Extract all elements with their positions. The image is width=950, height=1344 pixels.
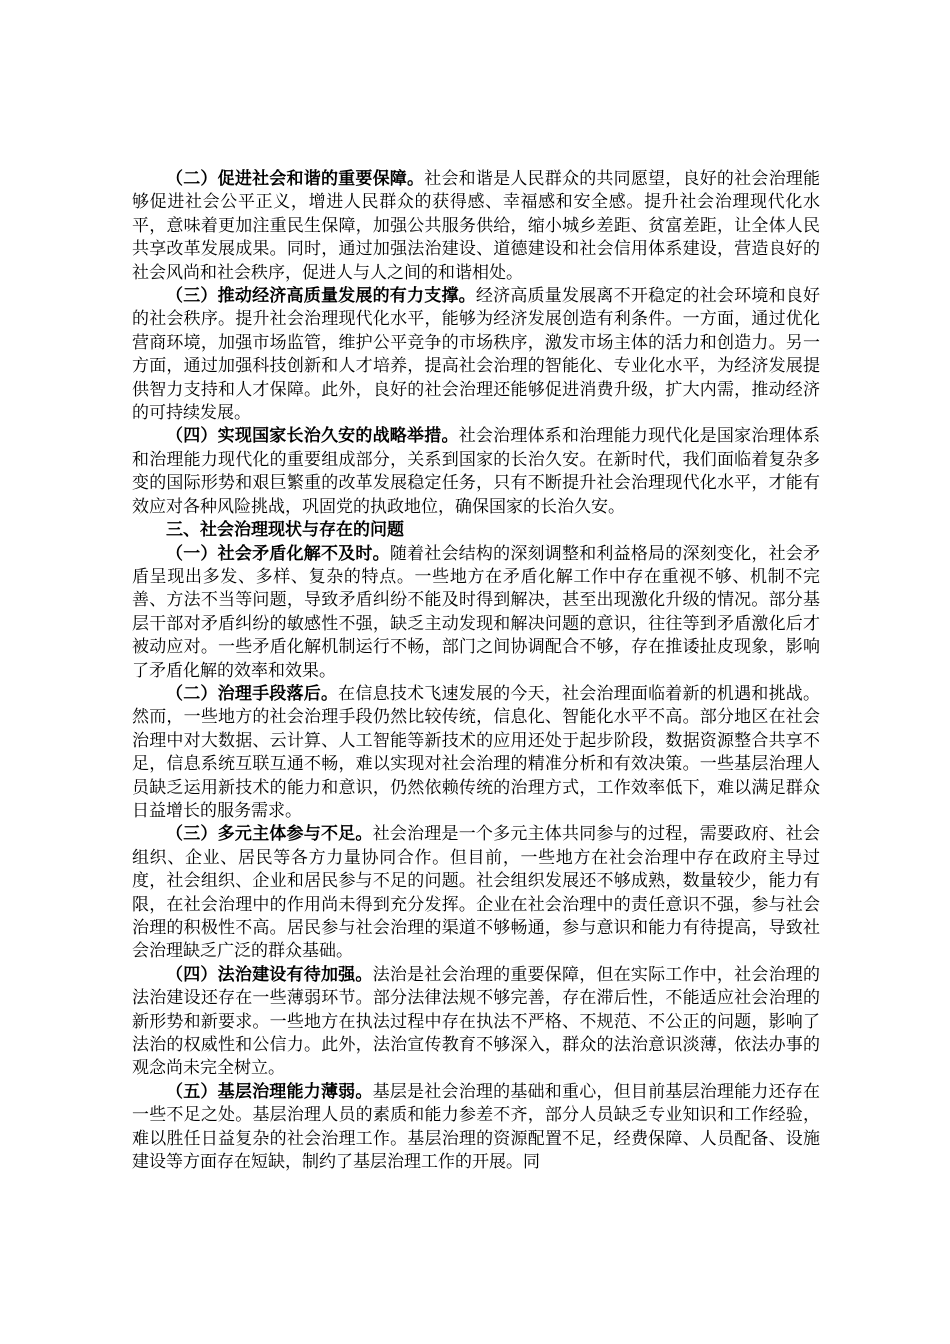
paragraph-text: 社会治理是一个多元主体共同参与的过程，需要政府、社会组织、企业、居民等各方力量协同合作。但目前，一些地方在社会治理中存在政府主导过度，社会组织、企业和居民参与不足的问题。社会组织发展还不够成熟，数量较少，能力有限，在社会治理中的作用尚未得到充分发挥。企业在社会治理中的责任意识不强，参与社会治理的积极性不高。居民参与社会治理的渠道不够畅通，参与意识和能力有待提高，导致社会治理缺乏广泛的群众基础。 xyxy=(132,824,821,962)
paragraph-text: 社会治理体系和治理能力现代化是国家治理体系和治理能力现代化的重要组成部分，关系到国家的长治久安。在新时代，我们面临着复杂多变的国际形势和艰巨繁重的改革发展稳定任务，只有不断提升社会治理现代化水平，才能有效应对各种风险挑战，巩固党的执政地位，确保国家的长治久安。 xyxy=(132,426,821,517)
paragraph-lead: （四）实现国家长治久安的战略举措。 xyxy=(166,426,459,447)
document-body xyxy=(132,168,820,1174)
paragraph-lead: （二）促进社会和谐的重要保障。 xyxy=(166,169,425,189)
section-heading: 三、社会治理现状与存在的问题 xyxy=(166,520,404,541)
paragraph-4 xyxy=(132,425,820,519)
paragraph-lead: （一）社会矛盾化解不及时。 xyxy=(166,543,390,564)
issue-paragraph-3 xyxy=(132,823,820,963)
issue-paragraph-5 xyxy=(132,1081,820,1175)
paragraph-text: 随着社会结构的深刻调整和利益格局的深刻变化，社会矛盾呈现出多发、多样、复杂的特点。一些地方在矛盾化解工作中存在重视不够、机制不完善、方法不当等问题，导致矛盾纠纷不能及时得到解决，甚至出现激化升级的情况。部分基层干部对矛盾纠纷的敏感性不强，缺乏主动发现和解决问题的意识，往往等到矛盾激化后才被动应对。一些矛盾化解机制运行不畅，部门之间协调配合不够，存在推诿扯皮现象，影响了矛盾化解的效率和效果。 xyxy=(132,543,821,681)
paragraph-2 xyxy=(132,168,820,285)
paragraph-text: 法治是社会治理的重要保障，但在实际工作中，社会治理的法治建设还存在一些薄弱环节。部分法律法规不够完善，存在滞后性，不能适应社会治理的新形势和新要求。一些地方在执法过程中存在执法不严格、不规范、不公正的问题，影响了法治的权威性和公信力。此外，法治宣传教育不够深入，群众的法治意识淡薄，依法办事的观念尚未完全树立。 xyxy=(132,964,821,1079)
issue-paragraph-1 xyxy=(132,543,820,683)
paragraph-lead: （五）基层治理能力薄弱。 xyxy=(166,1081,373,1102)
paragraph-lead: （二）治理手段落后。 xyxy=(166,683,339,704)
paragraph-text: 经济高质量发展离不开稳定的社会环境和良好的社会秩序。提升社会治理现代化水平，能够为经济发展创造有利条件。一方面，通过优化营商环境，加强市场监管，维护公平竞争的市场秩序，激发市场主体的活力和创造力。另一方面，通过加强科技创新和人才培养，提高社会治理的智能化、专业化水平，为经济发展提供智力支持和人才保障。此外，良好的社会治理还能够促进消费升级，扩大内需，推动经济的可持续发展。 xyxy=(132,286,821,424)
issue-paragraph-4 xyxy=(132,964,820,1081)
paragraph-text: 社会和谐是人民群众的共同愿望，良好的社会治理能够促进社会公平正义，增进人民群众的获得感、幸福感和安全感。提升社会治理现代化水平，意味着更加注重民生保障，加强公共服务供给，缩小城乡差距、贫富差距，让全体人民共享改革发展成果。同时，通过加强法治建设、道德建设和社会信用体系建设，营造良好的社会风尚和社会秩序，促进人与人之间的和谐相处。 xyxy=(132,169,821,283)
paragraph-lead: （四）法治建设有待加强。 xyxy=(166,964,373,985)
paragraph-text: 在信息技术飞速发展的今天，社会治理面临着新的机遇和挑战。然而，一些地方的社会治理手段仍然比较传统，信息化、智能化水平不高。部分地区在社会治理中对大数据、云计算、人工智能等新技术的应用还处于起步阶段，数据资源整合共享不足，信息系统互联互通不畅，难以实现对社会治理的精准分析和有效决策。一些基层治理人员缺乏运用新技术的能力和意识，仍然依赖传统的治理方式，工作效率低下，难以满足群众日益增长的服务需求。 xyxy=(132,683,821,821)
paragraph-3 xyxy=(132,285,820,425)
issue-paragraph-2 xyxy=(132,683,820,823)
paragraph-text: 基层是社会治理的基础和重心，但目前基层治理能力还存在一些不足之处。基层治理人员的素质和能力参差不齐，部分人员缺乏专业知识和工作经验，难以胜任日益复杂的社会治理工作。基层治理的资源配置不足，经费保障、人员配备、设施建设等方面存在短缺，制约了基层治理工作的开展。同 xyxy=(132,1081,821,1173)
paragraph-lead: （三）推动经济高质量发展的有力支撑。 xyxy=(166,286,476,307)
paragraph-lead: （三）多元主体参与不足。 xyxy=(166,824,373,845)
